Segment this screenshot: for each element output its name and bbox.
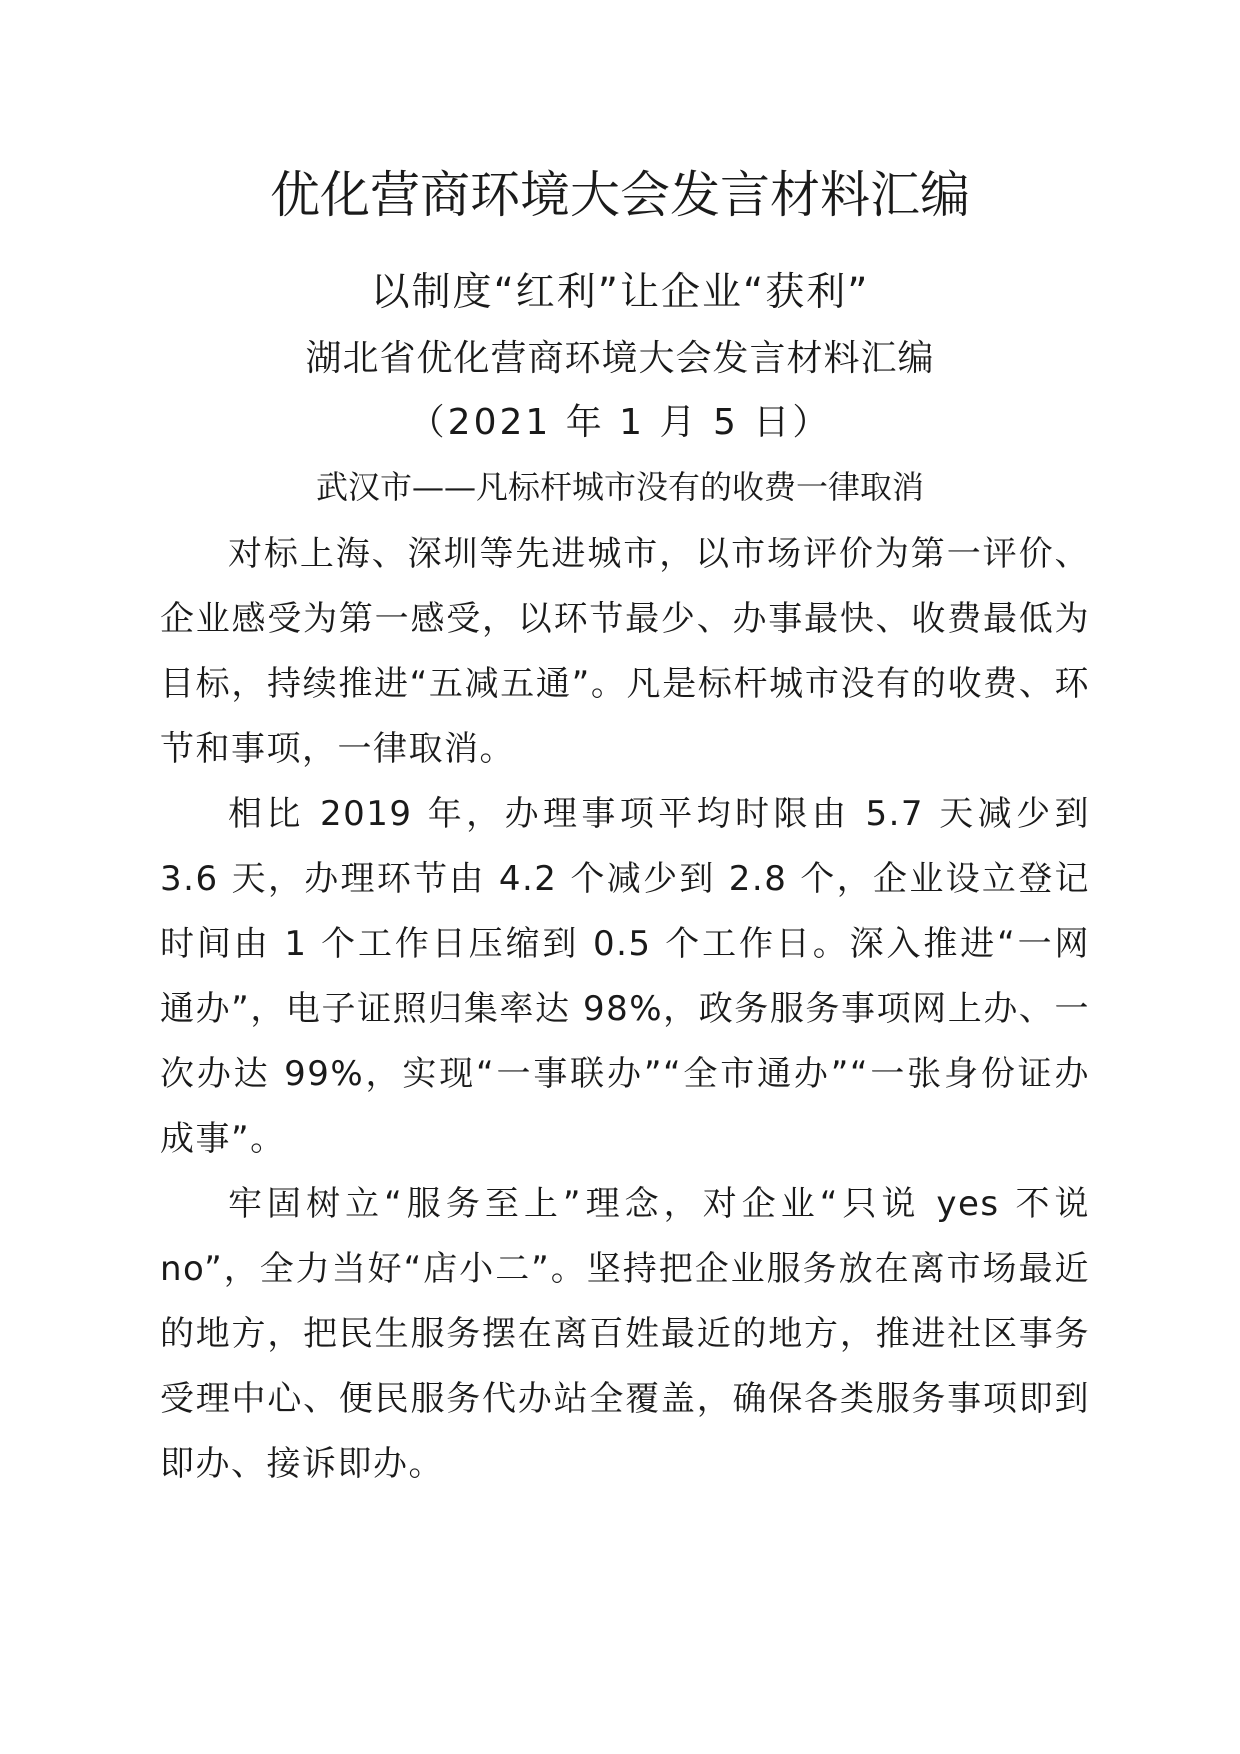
body-paragraph-3	[160, 1172, 1090, 1497]
paragraph-text: 对标上海、深圳等先进城市，以市场评价为第一评价、企业感受为第一感受，以环节最少、办事最快、收费最低为目标，持续推进“五减五通”。凡是标杆城市没有的收费、环节和事项，一律取消。	[160, 534, 1090, 769]
body-paragraph-1	[160, 522, 1090, 782]
document-title: 优化营商环境大会发言材料汇编	[270, 166, 970, 224]
document-subtitle: 以制度“红利”让企业“获利”	[370, 270, 870, 315]
paragraph-text: 相比 2019 年，办理事项平均时限由 5.7 天减少到 3.6 天，办理环节由 4.2 个减少到 2.8 个，企业设立登记时间由 1 个工作日压缩到 0.5 个工作日。深入推进“一网通办”，电子证照归集率达 98%，政务服务事项网上办、一次办达 99%，实现“一事联办”“全市通办”“一张身份证办成事”。	[160, 794, 1090, 1159]
document-organization: 湖北省优化营商环境大会发言材料汇编	[305, 338, 935, 379]
body-paragraph-2	[160, 782, 1090, 1172]
paragraph-text: 牢固树立“服务至上”理念，对企业“只说 yes 不说 no”，全力当好“店小二”。坚持把企业服务放在离市场最近的地方，把民生服务摆在离百姓最近的地方，推进社区事务受理中心、便民服务代办站全覆盖，确保各类服务事项即到即办、接诉即办。	[160, 1184, 1090, 1484]
document-date: （2021 年 1 月 5 日）	[408, 402, 832, 443]
section-heading: 武汉市——凡标杆城市没有的收费一律取消	[315, 468, 924, 506]
